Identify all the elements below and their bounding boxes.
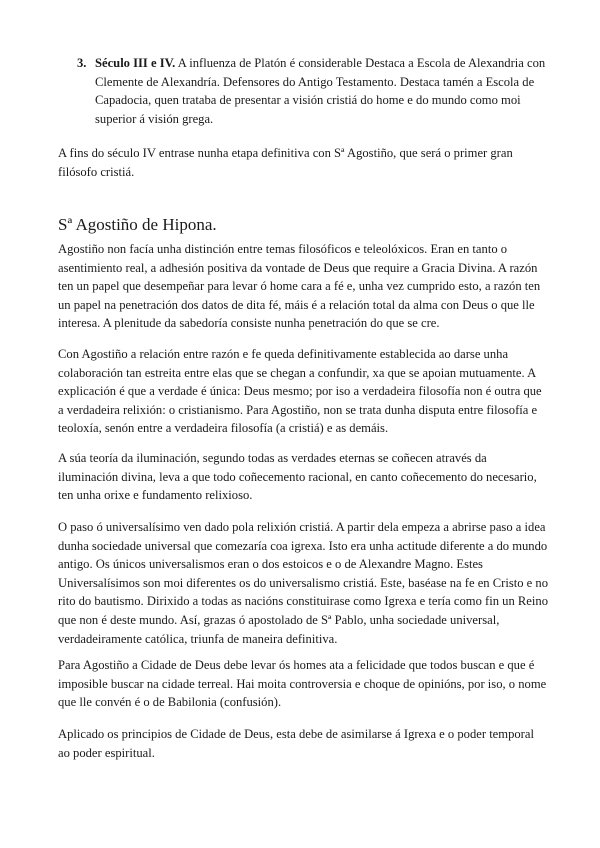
list-item-3 xyxy=(77,54,547,128)
intro-paragraph: A fins do século IV entrase nunha etapa definitiva con Sª Agostiño, que será o primer gran filósofo cristiá. xyxy=(58,146,513,179)
paragraph-3: A súa teoría da iluminación, segundo todas as verdades eternas se coñecen através da iluminación divina, leva a que todo coñecemento racional, en canto coñecemento do necesario, ten unha orixe e fundamento relixioso. xyxy=(58,451,537,503)
list-item-body xyxy=(95,54,547,128)
paragraph-2: Con Agostiño a relación entre razón e fe queda definitivamente establecida ao darse unha colaboración tan estreita entre elas que se chegan a confundir, xa que se apoian mutuamente. A explicación é que a verdade é única: Deus mesmo; por iso a verdadeira filosofía non é outra que a verdadeira relixión: o cristianismo. Para Agostiño, non se trata dunha disputa entre filosofía e teoloxía, senón entre a verdadeira filosofía (a cristiá) e as demáis. xyxy=(58,347,542,436)
paragraph-4: O paso ó universalísimo ven dado pola relixión cristiá. A partir dela empeza a abrirse paso a idea dunha sociedade universal que comezaría coa igrexa. Isto era unha actitude diferente a do mundo antigo. Os únicos universalismos eran o dos estoicos e o de Alexandre Magno. Estes Universalísimos son moi diferentes os do universalismo cristiá. Este, baséase na fe en Cristo e no rito do bautismo. Dirixido a todas as nacións constituirase como Igrexa e tería como fin un Reino que non é deste mundo. Así, grazas ó apostolado de Sª Pablo, unha sociedade universal, verdadeiramente católica, triunfa de maneira definitiva. xyxy=(58,520,549,646)
paragraph-6: Aplicado os principios de Cidade de Deus, esta debe de asimilarse á Igrexa e o poder temporal ao poder espiritual. xyxy=(58,727,534,760)
list-number: 3. xyxy=(77,56,87,70)
paragraph-1: Agostiño non facía unha distinción entre temas filosóficos e teleolóxicos. Eran en tanto o asentimiento real, a adhesión positiva da vontade de Deus que require a Gracia Divina. A razón ten un papel que desempeñar para levar ó home cara a fé e, unha vez cumprido esto, a razón ten un papel na penetración dos datos de dita fé, máis é a relación total da alma con Deus o que lle interesa. A plenitude da sabedoría consiste nunha penetración do que se cre. xyxy=(58,242,541,331)
section-heading: Sª Agostiño de Hipona. xyxy=(58,215,217,234)
list-item-lead: Século III e IV. xyxy=(95,56,176,70)
paragraph-5: Para Agostiño a Cidade de Deus debe levar ós homes ata a felicidade que todos buscan e que é imposible buscar na cidade terreal. Hai moita controversia e choque de opinións, por iso, o nome que lle convén é o de Babilonia (confusión). xyxy=(58,658,547,710)
list-item-text: A influenza de Platón é considerable Destaca a Escola de Alexandria con Clemente de Alexandría. Defensores do Antigo Testamento. Destaca tamén a Escola de Capadocia, quen trataba de presentar a visión cristiá do home e do mundo como moi superior á visión grega. xyxy=(95,56,546,126)
